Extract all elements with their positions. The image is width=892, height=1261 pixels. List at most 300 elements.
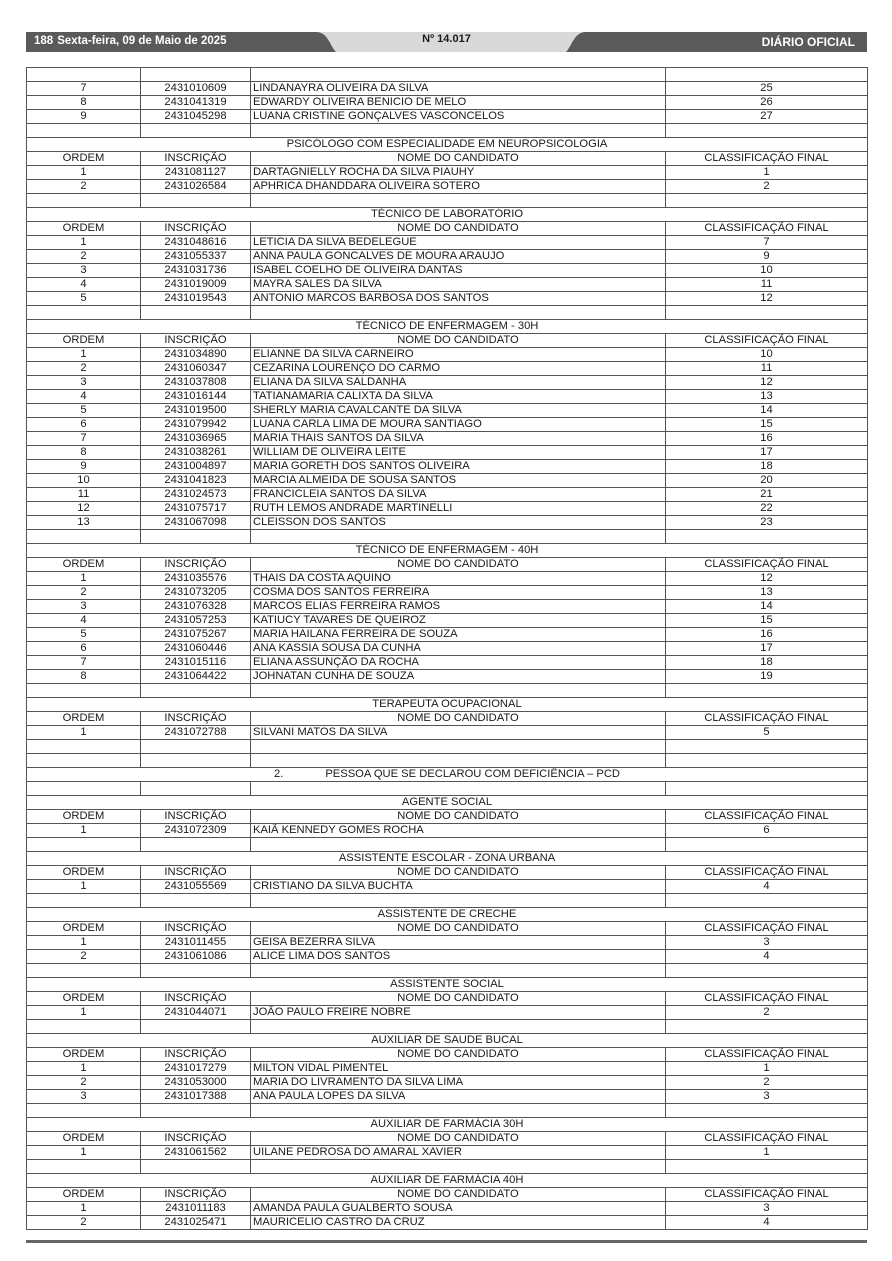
candidate-name-cell: THAIS DA COSTA AQUINO (251, 572, 666, 586)
inscricao-cell: 2431060347 (141, 362, 251, 376)
section-title: AUXILIAR DE SAUDE BUCAL (27, 1034, 868, 1048)
header-inscricao: INSCRIÇÃO (141, 222, 251, 236)
header-classificacao: CLASSIFICAÇÃO FINAL (666, 222, 868, 236)
classification-cell: 1 (666, 166, 868, 180)
ordem-cell: 1 (27, 166, 141, 180)
classification-cell: 10 (666, 264, 868, 278)
spacer-cell (141, 838, 251, 852)
spacer-cell (251, 894, 666, 908)
candidate-name-cell: ANA KASSIA SOUSA DA CUNHA (251, 642, 666, 656)
spacer-cell (141, 894, 251, 908)
spacer-cell (666, 894, 868, 908)
table-row (27, 264, 868, 278)
spacer-cell (27, 1104, 141, 1118)
header-classificacao: CLASSIFICAÇÃO FINAL (666, 558, 868, 572)
inscricao-cell: 2431017279 (141, 1062, 251, 1076)
candidate-name-cell: JOÃO PAULO FREIRE NOBRE (251, 1006, 666, 1020)
inscricao-cell: 2431073205 (141, 586, 251, 600)
header-inscricao: INSCRIÇÃO (141, 712, 251, 726)
ordem-cell: 9 (27, 110, 141, 124)
ordem-cell: 1 (27, 1006, 141, 1020)
table-row (27, 572, 868, 586)
footer-rule (26, 1240, 867, 1243)
candidate-name-cell: CEZARINA LOURENÇO DO CARMO (251, 362, 666, 376)
column-header-row (27, 558, 868, 572)
spacer-cell (251, 740, 666, 754)
section-title: TERAPEUTA OCUPACIONAL (27, 698, 868, 712)
section-title-row (27, 320, 868, 334)
candidate-name-cell: MARIA DO LIVRAMENTO DA SILVA LIMA (251, 1076, 666, 1090)
spacer-row (27, 1104, 868, 1118)
header-nome: NOME DO CANDIDATO (251, 1188, 666, 1202)
inscricao-cell: 2431011455 (141, 936, 251, 950)
spacer-cell (141, 1160, 251, 1174)
ordem-cell: 6 (27, 642, 141, 656)
ordem-cell: 3 (27, 1090, 141, 1104)
spacer-cell (27, 124, 141, 138)
inscricao-cell: 2431067098 (141, 516, 251, 530)
candidate-name-cell: SHERLY MARIA CAVALCANTE DA SILVA (251, 404, 666, 418)
spacer-cell (666, 1104, 868, 1118)
inscricao-cell: 2431031736 (141, 264, 251, 278)
ordem-cell: 1 (27, 1146, 141, 1160)
candidate-name-cell: EDWARDY OLIVEIRA BENICIO DE MELO (251, 96, 666, 110)
candidate-name-cell: LUANA CRISTINE GONÇALVES VASCONCELOS (251, 110, 666, 124)
classification-cell: 4 (666, 1216, 868, 1230)
spacer-cell (251, 1160, 666, 1174)
classification-cell: 14 (666, 404, 868, 418)
candidate-name-cell: COSMA DOS SANTOS FERREIRA (251, 586, 666, 600)
results-table-body (27, 68, 868, 1230)
spacer-cell (27, 530, 141, 544)
spacer-row (27, 894, 868, 908)
table-row (27, 110, 868, 124)
header-classificacao: CLASSIFICAÇÃO FINAL (666, 922, 868, 936)
inscricao-cell: 2431055337 (141, 250, 251, 264)
classification-cell: 16 (666, 628, 868, 642)
inscricao-cell: 2431035576 (141, 572, 251, 586)
ordem-cell: 12 (27, 502, 141, 516)
classification-cell: 22 (666, 502, 868, 516)
spacer-cell (27, 684, 141, 698)
classification-cell: 5 (666, 726, 868, 740)
candidate-name-cell: ANA PAULA LOPES DA SILVA (251, 1090, 666, 1104)
classification-cell: 1 (666, 1062, 868, 1076)
table-row (27, 376, 868, 390)
header-inscricao: INSCRIÇÃO (141, 1132, 251, 1146)
table-row (27, 1006, 868, 1020)
spacer-cell (141, 194, 251, 208)
header-classificacao: CLASSIFICAÇÃO FINAL (666, 152, 868, 166)
spacer-cell (666, 964, 868, 978)
candidate-name-cell: MILTON VIDAL PIMENTEL (251, 1062, 666, 1076)
spacer-cell (666, 306, 868, 320)
spacer-cell (27, 1160, 141, 1174)
spacer-cell (666, 124, 868, 138)
header-inscricao: INSCRIÇÃO (141, 558, 251, 572)
header-nome: NOME DO CANDIDATO (251, 922, 666, 936)
spacer-cell (141, 684, 251, 698)
results-table (26, 67, 868, 1230)
ordem-cell: 1 (27, 1062, 141, 1076)
ordem-cell: 5 (27, 292, 141, 306)
spacer-row (27, 194, 868, 208)
ordem-cell: 7 (27, 432, 141, 446)
inscricao-cell: 2431011183 (141, 1202, 251, 1216)
header-inscricao: INSCRIÇÃO (141, 152, 251, 166)
table-row (27, 250, 868, 264)
spacer-cell (666, 1160, 868, 1174)
table-row (27, 1090, 868, 1104)
header-ordem: ORDEM (27, 712, 141, 726)
ordem-cell: 2 (27, 1076, 141, 1090)
inscricao-cell: 2431061562 (141, 1146, 251, 1160)
spacer-cell (251, 684, 666, 698)
table-row (27, 950, 868, 964)
ordem-cell: 8 (27, 96, 141, 110)
ordem-cell: 8 (27, 670, 141, 684)
inscricao-cell: 2431016144 (141, 390, 251, 404)
section-title: AUXILIAR DE FARMÁCIA 40H (27, 1174, 868, 1188)
inscricao-cell: 2431072788 (141, 726, 251, 740)
spacer-cell (666, 68, 868, 82)
table-row (27, 82, 868, 96)
ordem-cell: 2 (27, 950, 141, 964)
table-row (27, 446, 868, 460)
table-row (27, 586, 868, 600)
spacer-row (27, 1020, 868, 1034)
inscricao-cell: 2431055569 (141, 880, 251, 894)
page-number: 188 (34, 35, 54, 47)
ordem-cell: 1 (27, 1202, 141, 1216)
header-ordem: ORDEM (27, 558, 141, 572)
ordem-cell: 4 (27, 614, 141, 628)
header-classificacao: CLASSIFICAÇÃO FINAL (666, 810, 868, 824)
ordem-cell: 10 (27, 474, 141, 488)
header-inscricao: INSCRIÇÃO (141, 992, 251, 1006)
ordem-cell: 4 (27, 390, 141, 404)
inscricao-cell: 2431081127 (141, 166, 251, 180)
column-header-row (27, 1188, 868, 1202)
classification-cell: 10 (666, 348, 868, 362)
spacer-row (27, 306, 868, 320)
section-title-row (27, 1174, 868, 1188)
ordem-cell: 2 (27, 362, 141, 376)
section-title-row (27, 1034, 868, 1048)
ordem-cell: 7 (27, 82, 141, 96)
ordem-cell: 3 (27, 376, 141, 390)
ordem-cell: 11 (27, 488, 141, 502)
header-classificacao: CLASSIFICAÇÃO FINAL (666, 1188, 868, 1202)
inscricao-cell: 2431010609 (141, 82, 251, 96)
inscricao-cell: 2431036965 (141, 432, 251, 446)
inscricao-cell: 2431053000 (141, 1076, 251, 1090)
inscricao-cell: 2431064422 (141, 670, 251, 684)
inscricao-cell: 2431057253 (141, 614, 251, 628)
section-title-row (27, 908, 868, 922)
classification-cell: 25 (666, 82, 868, 96)
classification-cell: 16 (666, 432, 868, 446)
table-row (27, 600, 868, 614)
candidate-name-cell: SILVANI MATOS DA SILVA (251, 726, 666, 740)
candidate-name-cell: APHRICA DHANDDARA OLIVEIRA SOTERO (251, 180, 666, 194)
group-title-row (27, 768, 868, 782)
candidate-name-cell: MARCOS ELIAS FERREIRA RAMOS (251, 600, 666, 614)
header-nome: NOME DO CANDIDATO (251, 810, 666, 824)
candidate-name-cell: CLEISSON DOS SANTOS (251, 516, 666, 530)
section-title: AUXILIAR DE FARMÁCIA 30H (27, 1118, 868, 1132)
table-row (27, 880, 868, 894)
group-label: PESSOA QUE SE DECLAROU COM DEFICIÊNCIA – PCD (325, 768, 620, 780)
header-nome: NOME DO CANDIDATO (251, 222, 666, 236)
classification-cell: 23 (666, 516, 868, 530)
table-row (27, 348, 868, 362)
spacer-cell (27, 194, 141, 208)
header-nome: NOME DO CANDIDATO (251, 992, 666, 1006)
header-nome: NOME DO CANDIDATO (251, 712, 666, 726)
ordem-cell: 3 (27, 600, 141, 614)
column-header-row (27, 992, 868, 1006)
spacer-cell (251, 1104, 666, 1118)
header-ordem: ORDEM (27, 1048, 141, 1062)
classification-cell: 2 (666, 180, 868, 194)
classification-cell: 12 (666, 376, 868, 390)
candidate-name-cell: GEISA BEZERRA SILVA (251, 936, 666, 950)
ordem-cell: 2 (27, 1216, 141, 1230)
table-row (27, 96, 868, 110)
section-title-row (27, 544, 868, 558)
classification-cell: 4 (666, 950, 868, 964)
spacer-cell (251, 1020, 666, 1034)
inscricao-cell: 2431045298 (141, 110, 251, 124)
spacer-row (27, 68, 868, 82)
spacer-cell (141, 124, 251, 138)
spacer-cell (141, 306, 251, 320)
classification-cell: 18 (666, 656, 868, 670)
spacer-cell (251, 838, 666, 852)
inscricao-cell: 2431079942 (141, 418, 251, 432)
ordem-cell: 1 (27, 348, 141, 362)
spacer-cell (141, 530, 251, 544)
ordem-cell: 9 (27, 460, 141, 474)
classification-cell: 18 (666, 460, 868, 474)
column-header-row (27, 1048, 868, 1062)
section-title: AGENTE SOCIAL (27, 796, 868, 810)
inscricao-cell: 2431061086 (141, 950, 251, 964)
classification-cell: 13 (666, 586, 868, 600)
classification-cell: 11 (666, 362, 868, 376)
table-row (27, 1076, 868, 1090)
candidate-name-cell: MARCIA ALMEIDA DE SOUSA SANTOS (251, 474, 666, 488)
classification-cell: 7 (666, 236, 868, 250)
candidate-name-cell: LUANA CARLA LIMA DE MOURA SANTIAGO (251, 418, 666, 432)
candidate-name-cell: MARIA GORETH DOS SANTOS OLIVEIRA (251, 460, 666, 474)
column-header-row (27, 810, 868, 824)
spacer-cell (27, 306, 141, 320)
classification-cell: 2 (666, 1006, 868, 1020)
inscricao-cell: 2431026584 (141, 180, 251, 194)
spacer-cell (141, 754, 251, 768)
classification-cell: 4 (666, 880, 868, 894)
spacer-cell (27, 782, 141, 796)
spacer-row (27, 754, 868, 768)
spacer-cell (27, 740, 141, 754)
header-inscricao: INSCRIÇÃO (141, 810, 251, 824)
spacer-cell (251, 68, 666, 82)
table-row (27, 1202, 868, 1216)
table-row (27, 1146, 868, 1160)
header-ordem: ORDEM (27, 334, 141, 348)
column-header-row (27, 712, 868, 726)
spacer-row (27, 124, 868, 138)
inscricao-cell: 2431019500 (141, 404, 251, 418)
header-inscricao: INSCRIÇÃO (141, 1048, 251, 1062)
ordem-cell: 13 (27, 516, 141, 530)
candidate-name-cell: ANTONIO MARCOS BARBOSA DOS SANTOS (251, 292, 666, 306)
ordem-cell: 2 (27, 586, 141, 600)
table-row (27, 488, 868, 502)
ordem-cell: 1 (27, 880, 141, 894)
spacer-row (27, 530, 868, 544)
ordem-cell: 4 (27, 278, 141, 292)
classification-cell: 17 (666, 446, 868, 460)
candidate-name-cell: LETICIA DA SILVA BEDELEGUE (251, 236, 666, 250)
candidate-name-cell: ISABEL COELHO DE OLIVEIRA DANTAS (251, 264, 666, 278)
inscricao-cell: 2431075717 (141, 502, 251, 516)
table-row (27, 614, 868, 628)
spacer-cell (27, 68, 141, 82)
section-title: TÉCNICO DE ENFERMAGEM - 30H (27, 320, 868, 334)
issue-date: Sexta-feira, 09 de Maio de 2025 (57, 35, 227, 47)
candidate-name-cell: ALICE LIMA DOS SANTOS (251, 950, 666, 964)
group-number: 2. (273, 768, 284, 780)
inscricao-cell: 2431019009 (141, 278, 251, 292)
ordem-cell: 5 (27, 628, 141, 642)
header-ordem: ORDEM (27, 810, 141, 824)
inscricao-cell: 2431060446 (141, 642, 251, 656)
spacer-cell (27, 964, 141, 978)
inscricao-cell: 2431004897 (141, 460, 251, 474)
table-row (27, 726, 868, 740)
ordem-cell: 1 (27, 824, 141, 838)
inscricao-cell: 2431076328 (141, 600, 251, 614)
table-row (27, 670, 868, 684)
spacer-cell (141, 782, 251, 796)
section-title: PSICÓLOGO COM ESPECIALIDADE EM NEUROPSICOLOGIA (27, 138, 868, 152)
spacer-cell (141, 964, 251, 978)
classification-cell: 3 (666, 1202, 868, 1216)
inscricao-cell: 2431041319 (141, 96, 251, 110)
candidate-name-cell: ELIANA ASSUNÇÃO DA ROCHA (251, 656, 666, 670)
classification-cell: 14 (666, 600, 868, 614)
classification-cell: 13 (666, 390, 868, 404)
inscricao-cell: 2431034890 (141, 348, 251, 362)
inscricao-cell: 2431044071 (141, 1006, 251, 1020)
spacer-cell (666, 194, 868, 208)
inscricao-cell: 2431019543 (141, 292, 251, 306)
spacer-cell (141, 740, 251, 754)
spacer-cell (666, 838, 868, 852)
header-nome: NOME DO CANDIDATO (251, 558, 666, 572)
table-row (27, 628, 868, 642)
table-row (27, 1062, 868, 1076)
candidate-name-cell: WILLIAM DE OLIVEIRA LEITE (251, 446, 666, 460)
candidate-name-cell: MAYRA SALES DA SILVA (251, 278, 666, 292)
ordem-cell: 1 (27, 236, 141, 250)
candidate-name-cell: ELIANNE DA SILVA CARNEIRO (251, 348, 666, 362)
table-row (27, 460, 868, 474)
header-inscricao: INSCRIÇÃO (141, 334, 251, 348)
candidate-name-cell: ELIANA DA SILVA SALDANHA (251, 376, 666, 390)
classification-cell: 11 (666, 278, 868, 292)
column-header-row (27, 334, 868, 348)
column-header-row (27, 1132, 868, 1146)
candidate-name-cell: UILANE PEDROSA DO AMARAL XAVIER (251, 1146, 666, 1160)
column-header-row (27, 922, 868, 936)
spacer-cell (251, 964, 666, 978)
ordem-cell: 2 (27, 250, 141, 264)
candidate-name-cell: MARIA HAILANA FERREIRA DE SOUZA (251, 628, 666, 642)
table-row (27, 362, 868, 376)
candidate-name-cell: CRISTIANO DA SILVA BUCHTA (251, 880, 666, 894)
table-row (27, 236, 868, 250)
header-classificacao: CLASSIFICAÇÃO FINAL (666, 1132, 868, 1146)
header-classificacao: CLASSIFICAÇÃO FINAL (666, 992, 868, 1006)
inscricao-cell: 2431025471 (141, 1216, 251, 1230)
group-title (27, 768, 868, 782)
candidate-name-cell: KAIÃ KENNEDY GOMES ROCHA (251, 824, 666, 838)
header-nome: NOME DO CANDIDATO (251, 152, 666, 166)
spacer-cell (27, 1020, 141, 1034)
edition-number: Nº 14.017 (422, 33, 471, 45)
candidate-name-cell: KATIUCY TAVARES DE QUEIROZ (251, 614, 666, 628)
classification-cell: 21 (666, 488, 868, 502)
table-row (27, 180, 868, 194)
column-header-row (27, 152, 868, 166)
classification-cell: 3 (666, 1090, 868, 1104)
header-nome: NOME DO CANDIDATO (251, 866, 666, 880)
section-title-row (27, 852, 868, 866)
spacer-cell (251, 530, 666, 544)
ordem-cell: 7 (27, 656, 141, 670)
candidate-name-cell: DARTAGNIELLY ROCHA DA SILVA PIAUHY (251, 166, 666, 180)
classification-cell: 12 (666, 572, 868, 586)
spacer-cell (251, 306, 666, 320)
ordem-cell: 8 (27, 446, 141, 460)
candidate-name-cell: MAURICELIO CASTRO DA CRUZ (251, 1216, 666, 1230)
candidate-name-cell: TATIANAMARIA CALIXTA DA SILVA (251, 390, 666, 404)
classification-cell: 2 (666, 1076, 868, 1090)
header-inscricao: INSCRIÇÃO (141, 922, 251, 936)
table-row (27, 824, 868, 838)
publication-title: DIÁRIO OFICIAL (761, 35, 855, 49)
spacer-cell (141, 68, 251, 82)
spacer-row (27, 782, 868, 796)
inscricao-cell: 2431017388 (141, 1090, 251, 1104)
table-row (27, 656, 868, 670)
spacer-cell (666, 530, 868, 544)
header-ordem: ORDEM (27, 992, 141, 1006)
header-ordem: ORDEM (27, 152, 141, 166)
ordem-cell: 3 (27, 264, 141, 278)
inscricao-cell: 2431038261 (141, 446, 251, 460)
spacer-cell (666, 1020, 868, 1034)
spacer-row (27, 964, 868, 978)
inscricao-cell: 2431075267 (141, 628, 251, 642)
spacer-cell (251, 754, 666, 768)
table-row (27, 404, 868, 418)
candidate-name-cell: RUTH LEMOS ANDRADE MARTINELLI (251, 502, 666, 516)
